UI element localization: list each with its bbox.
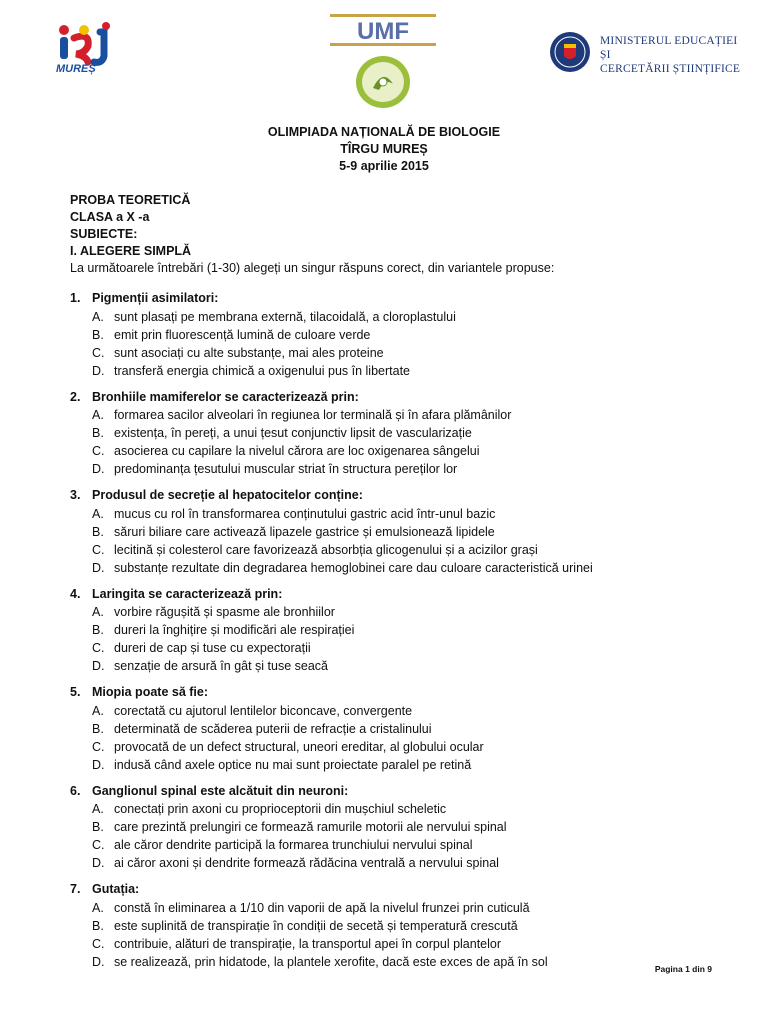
- question-item: [70, 881, 730, 971]
- answer-option: [70, 836, 730, 854]
- option-text: predominanța țesutului muscular striat în structura pereților lor: [114, 462, 458, 476]
- option-letter: B.: [92, 623, 104, 637]
- answer-option: [70, 917, 730, 935]
- option-letter: B.: [92, 820, 104, 834]
- answer-option: [70, 406, 730, 424]
- option-letter: B.: [92, 426, 104, 440]
- question-title: [70, 783, 730, 801]
- option-letter: B.: [92, 721, 104, 736]
- question-title: [70, 684, 730, 702]
- option-text: mucus cu rol în transformarea conținutului gastric acid într-unul bazic: [114, 506, 496, 521]
- option-text: se realizează, prin hidatode, la plantele xerofite, dacă este exces de apă în sol: [114, 954, 548, 969]
- option-text: constă în eliminarea a 1/10 din vaporii de apă la nivelul frunzei prin cuticulă: [114, 900, 530, 915]
- option-letter: A.: [92, 506, 104, 521]
- answer-option: [70, 460, 730, 478]
- question-list: [70, 290, 730, 980]
- answer-option: [70, 800, 730, 818]
- option-letter: D.: [92, 757, 105, 772]
- option-text: dureri la înghițire și modificări ale respirației: [114, 623, 355, 637]
- option-text: este suplinită de transpirație în condiții de secetă și temperatură crescută: [114, 918, 518, 933]
- option-text: transferă energia chimică a oxigenului pus în libertate: [114, 363, 411, 378]
- answer-option: [70, 442, 730, 460]
- answer-option: [70, 702, 730, 720]
- answer-option: [70, 541, 730, 559]
- answer-option: [70, 559, 730, 577]
- answer-option: [70, 756, 730, 774]
- answer-option: [70, 326, 730, 344]
- option-letter: A.: [92, 802, 104, 816]
- option-text: sunt asociați cu alte substanțe, mai ales proteine: [114, 345, 384, 360]
- answer-option: [70, 854, 730, 872]
- question-title: [70, 487, 730, 505]
- option-letter: C.: [92, 838, 105, 852]
- option-letter: A.: [92, 605, 104, 619]
- question-text: Gutația:: [92, 882, 140, 896]
- answer-option: [70, 505, 730, 523]
- title-date: 5-9 aprilie 2015: [339, 159, 429, 173]
- option-letter: B.: [92, 327, 104, 342]
- question-title: [70, 586, 730, 604]
- ministry-logo: [548, 30, 748, 74]
- option-letter: A.: [92, 703, 104, 718]
- option-text: provocată de un defect structural, uneori ereditar, al globului ocular: [114, 739, 484, 754]
- question-item: [70, 684, 730, 774]
- option-text: conectați prin axoni cu proprioceptorii din mușchiul scheletic: [114, 802, 447, 816]
- answer-option: [70, 738, 730, 756]
- answer-option: [70, 720, 730, 738]
- question-text: Miopia poate să fie:: [92, 685, 208, 699]
- option-letter: C.: [92, 542, 105, 557]
- section-title: I. ALEGERE SIMPLĂ: [70, 244, 192, 258]
- option-letter: C.: [92, 739, 105, 754]
- question-item: [70, 783, 730, 873]
- answer-option: [70, 818, 730, 836]
- question-item: [70, 290, 730, 380]
- answer-option: [70, 523, 730, 541]
- section-instruction: La următoarele întrebări (1-30) alegeți un singur răspuns corect, din variantele propuse:: [70, 261, 555, 275]
- option-text: vorbire răgușită și spasme ale bronhiilor: [114, 605, 335, 619]
- option-text: contribuie, alături de transpirație, la transportul apei în corpul plantelor: [114, 936, 502, 951]
- option-text: dureri de cap și tuse cu expectorații: [114, 641, 311, 655]
- ministry-crest-icon: [548, 30, 594, 74]
- isj-mures-logo: [50, 20, 120, 76]
- question-text: Ganglionul spinal este alcătuit din neuroni:: [92, 783, 349, 798]
- answer-option: [70, 621, 730, 639]
- option-text: existența, în pereți, a unui țesut conjunctiv lipsit de vascularizație: [114, 426, 472, 440]
- option-letter: C.: [92, 936, 105, 951]
- answer-option: [70, 953, 730, 971]
- option-letter: B.: [92, 918, 104, 933]
- option-text: determinată de scăderea puterii de refracție a cristalinului: [114, 721, 432, 736]
- option-letter: A.: [92, 408, 104, 422]
- document-title: [0, 124, 768, 175]
- option-letter: C.: [92, 444, 105, 458]
- question-number: 3.: [70, 488, 81, 502]
- exam-subjects-label: SUBIECTE:: [70, 227, 138, 241]
- answer-option: [70, 657, 730, 675]
- option-text: sunt plasați pe membrana externă, tilacoidală, a cloroplastului: [114, 309, 456, 324]
- answer-option: [70, 308, 730, 326]
- answer-option: [70, 362, 730, 380]
- isj-logo-text: MUREȘ: [56, 63, 96, 75]
- option-text: ai căror axoni și dendrite formează rădăcina ventrală a nervului spinal: [114, 856, 499, 870]
- question-text: Bronhiile mamiferelor se caracterizează prin:: [92, 389, 359, 404]
- answer-option: [70, 899, 730, 917]
- question-number: 7.: [70, 882, 81, 896]
- option-text: indusă când axele optice nu mai sunt proiectate paralel pe retină: [114, 757, 472, 772]
- option-text: emit prin fluorescență lumină de culoare verde: [114, 327, 371, 342]
- option-text: formarea sacilor alveolari în regiunea lor terminală și în afara plămânilor: [114, 408, 512, 422]
- title-city: TÎRGU MUREȘ: [340, 142, 428, 156]
- option-letter: B.: [92, 524, 104, 539]
- option-text: corectată cu ajutorul lentilelor biconcave, convergente: [114, 703, 413, 718]
- page-number: Pagina 1 din 9: [654, 964, 712, 974]
- answer-option: [70, 935, 730, 953]
- question-number: 6.: [70, 783, 81, 798]
- option-letter: D.: [92, 363, 105, 378]
- question-item: [70, 389, 730, 479]
- option-letter: D.: [92, 560, 105, 575]
- option-letter: D.: [92, 856, 105, 870]
- umf-logo: [330, 12, 436, 48]
- question-number: 2.: [70, 389, 81, 404]
- question-number: 5.: [70, 685, 81, 699]
- option-text: asocierea cu capilare la nivelul cărora are loc oxigenarea sângelui: [114, 444, 480, 458]
- option-letter: A.: [92, 309, 104, 324]
- answer-option: [70, 344, 730, 362]
- title-olympiad: OLIMPIADA NAȚIONALĂ DE BIOLOGIE: [267, 125, 501, 139]
- option-text: care prezintă prelungiri ce formează ramurile motorii ale nervului spinal: [114, 820, 507, 834]
- question-title: [70, 290, 730, 308]
- option-letter: D.: [92, 462, 105, 476]
- answer-option: [70, 424, 730, 442]
- option-letter: C.: [92, 641, 105, 655]
- exam-header: [70, 192, 710, 277]
- option-text: substanțe rezultate din degradarea hemoglobinei care dau culoare caracteristică urinei: [114, 560, 593, 575]
- answer-option: [70, 603, 730, 621]
- question-number: 4.: [70, 586, 81, 601]
- answer-option: [70, 639, 730, 657]
- option-letter: A.: [92, 900, 104, 915]
- olympiad-seal-logo: [353, 54, 413, 110]
- umf-logo-text: UMF: [357, 18, 409, 45]
- exam-type: PROBA TEORETICĂ: [70, 193, 191, 207]
- exam-class: CLASA a X -a: [70, 210, 150, 224]
- question-item: [70, 586, 730, 676]
- option-text: senzație de arsură în gât și tuse seacă: [114, 659, 329, 673]
- option-text: lecitină și colesterol care favorizează absorbția glicogenului și a acizilor grași: [114, 542, 538, 557]
- question-title: [70, 389, 730, 407]
- ministry-name-line2: CERCETĂRII ȘTIINȚIFICE: [600, 63, 741, 75]
- ministry-name-line1: MINISTERUL EDUCAȚIEI ȘI: [600, 35, 738, 61]
- question-item: [70, 487, 730, 577]
- question-text: Laringita se caracterizează prin:: [92, 586, 283, 601]
- option-letter: D.: [92, 659, 105, 673]
- question-number: 1.: [70, 291, 81, 305]
- question-text: Pigmenții asimilatori:: [92, 291, 219, 305]
- option-letter: D.: [92, 954, 105, 969]
- option-letter: C.: [92, 345, 105, 360]
- question-text: Produsul de secreție al hepatocitelor conține:: [92, 488, 363, 502]
- option-text: săruri biliare care activează lipazele gastrice și emulsionează lipidele: [114, 524, 495, 539]
- question-title: [70, 881, 730, 899]
- option-text: ale căror dendrite participă la formarea trunchiului nervului spinal: [114, 838, 473, 852]
